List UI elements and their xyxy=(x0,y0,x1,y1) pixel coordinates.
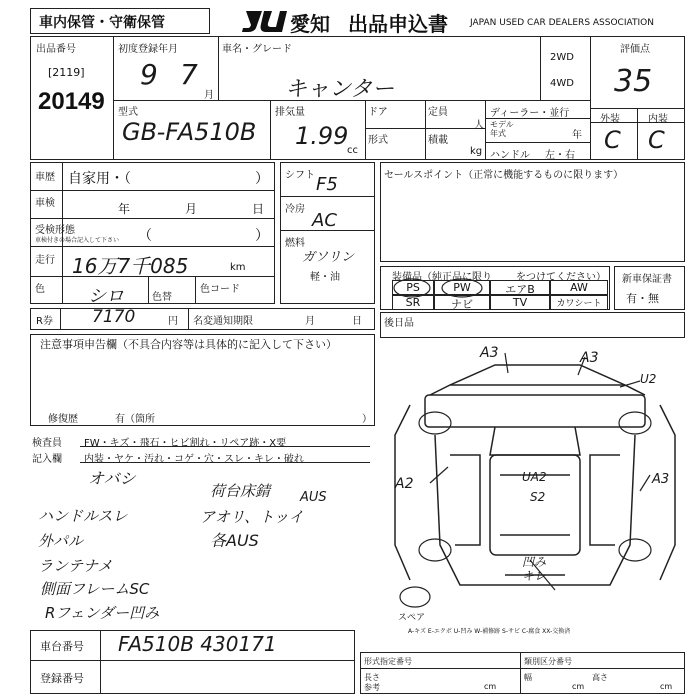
store-badge xyxy=(30,8,210,34)
entry-label: 記入欄 xyxy=(32,454,62,465)
inspection-year: 年 xyxy=(118,202,131,216)
mark-dent-cut: 凹み キレ xyxy=(522,555,547,583)
mark-ua2: UA2 xyxy=(522,470,547,484)
registration-year: 9 xyxy=(140,58,158,91)
inspector-comment-1: オバシ xyxy=(88,469,136,488)
inspector-comment-right-1: 荷台床錆 xyxy=(210,482,271,500)
store-badge-text: 車内保管・守衛保管 xyxy=(39,15,165,31)
model-label: 型式 xyxy=(118,107,138,118)
inspector-comment-right-2: AUS xyxy=(300,490,327,505)
ticket-label: R券 xyxy=(36,316,53,327)
inspection-month: 月 xyxy=(185,202,198,216)
registration-label: 初度登録年月 xyxy=(118,44,178,55)
fuel-options: 軽・油 xyxy=(310,272,340,283)
color-code-label: 色コード xyxy=(200,284,240,295)
repair-label: 修復歴 xyxy=(48,414,78,425)
inspector-label: 検査員 xyxy=(32,438,62,449)
name-change-label: 名変通知期限 xyxy=(193,316,253,327)
equip-tv: TV xyxy=(490,295,550,310)
repair-close: ） xyxy=(362,414,372,425)
shift-label: シフト xyxy=(285,170,315,181)
mileage-unit: km xyxy=(230,262,246,273)
form-paren-close: ） xyxy=(255,228,269,244)
notes-label: 注意事項申告欄（不具合内容等は具体的に記入して下さい） xyxy=(40,338,337,351)
mark-a2: A2 xyxy=(395,476,414,492)
damage-legend: A-キズ E-エクボ U-凹み W-補修跡 S-サビ C-腐食 XX-交換済 xyxy=(408,628,571,635)
org-name: 愛知 xyxy=(290,14,330,36)
equip-ps: PS xyxy=(392,280,434,295)
mark-a3-right: A3 xyxy=(652,472,670,487)
ticket-value: 7170 xyxy=(92,307,136,327)
grade-int-label: 内装 xyxy=(648,114,668,125)
width-label: 幅 xyxy=(524,673,532,682)
listing-sub-number: [2119] xyxy=(48,66,85,79)
chassis-label: 車台番号 xyxy=(40,640,84,653)
equipment-label-tail: をつけてください） xyxy=(516,272,606,283)
inspector-comment-6: Rフェンダー凹み xyxy=(45,604,160,622)
height-label: 高さ xyxy=(592,673,608,682)
type-label: 形式指定番号 xyxy=(364,657,412,666)
load-label: 積載 xyxy=(428,135,448,146)
aftermarket-label: 後日品 xyxy=(384,318,414,329)
inspector-codes-2: 内装・ヤケ・汚れ・コゲ・穴・スレ・キレ・破れ xyxy=(84,454,304,465)
ref-label: 参考 xyxy=(364,683,380,692)
color-change-label: 色替 xyxy=(152,292,172,303)
width-unit: cm xyxy=(572,682,585,691)
ac-label: 冷房 xyxy=(285,204,305,215)
model-year-label: モデル 年式 xyxy=(490,120,514,138)
load-unit: kg xyxy=(470,146,483,157)
door-label: ドア xyxy=(368,107,388,118)
mark-s2: S2 xyxy=(530,490,546,504)
equip-seat: カワシート xyxy=(550,295,608,310)
capacity-unit: 人 xyxy=(474,120,484,131)
color-label: 色 xyxy=(35,284,45,295)
ju-logo xyxy=(240,8,288,34)
equip-pw: PW xyxy=(434,280,490,295)
inspector-comment-4: ランテナメ xyxy=(38,557,113,575)
inspection-label: 車検 xyxy=(35,198,55,209)
grade-label: 評価点 xyxy=(620,44,650,55)
cc-unit: cc xyxy=(347,145,358,156)
form-title: 出品申込書 xyxy=(348,14,448,36)
registration-month-unit: 月 xyxy=(204,90,214,101)
equipment-label: 装備品（純正品に限り xyxy=(392,272,492,283)
sales-point-label: セールスポイント（正常に機能するものに限ります） xyxy=(384,170,624,181)
height-unit: cm xyxy=(660,682,673,691)
displacement-label: 排気量 xyxy=(275,107,305,118)
aftermarket-block xyxy=(380,312,685,338)
inspector-comment-3: 外パル xyxy=(38,532,84,550)
reg-label: 登録番号 xyxy=(40,672,84,685)
spare-label: スペア xyxy=(398,613,426,623)
chassis-value: FA510B 430171 xyxy=(118,632,277,656)
history-label: 車歴 xyxy=(35,172,55,183)
length-label: 長さ xyxy=(364,673,380,682)
handle-label: ハンドル xyxy=(490,150,530,161)
mark-a3-front-left: A3 xyxy=(480,345,499,361)
repair-value: 有（箇所 xyxy=(115,414,155,425)
inspector-comment-right-3: アオリ、トッイ xyxy=(200,508,304,526)
equip-airbag: エアB xyxy=(490,280,550,295)
inspector-comment-2: ハンドルスレ xyxy=(38,507,128,525)
grade-ext: C xyxy=(604,126,621,154)
drive-2wd: 2WD xyxy=(550,52,574,63)
name-change-day: 日 xyxy=(352,316,362,327)
inspector-comment-right-4: 各AUS xyxy=(210,531,259,550)
grade-int: C xyxy=(648,126,665,154)
model-value: GB-FA510B xyxy=(122,118,257,146)
handle-options: 左・右 xyxy=(545,150,575,161)
mileage-label: 走行 xyxy=(35,255,55,266)
warranty-label: 新車保証書 xyxy=(622,274,672,285)
ac-value: AC xyxy=(312,210,337,231)
shift-value: F5 xyxy=(316,174,338,195)
dealer-label: ディーラー・並行 xyxy=(490,108,570,119)
fuel-label: 燃料 xyxy=(285,238,305,249)
inspection-day: 日 xyxy=(252,202,265,216)
registration-month: 7 xyxy=(180,58,198,91)
mark-u2: U2 xyxy=(640,372,657,386)
form-subtitle: JAPAN USED CAR DEALERS ASSOCIATION xyxy=(470,18,654,28)
mileage-value: 16万7千085 xyxy=(72,254,189,278)
fuel-value: ガソリン xyxy=(302,250,355,265)
name-change-month: 月 xyxy=(305,316,315,327)
equip-sr: SR xyxy=(392,295,434,310)
equipment-circles xyxy=(390,276,510,300)
history-value: 自家用・（ xyxy=(68,171,131,187)
form-label: 受検形態 xyxy=(35,225,75,236)
form-paren-open: （ xyxy=(138,228,152,244)
equip-navi: ナビ xyxy=(434,295,490,310)
class-label: 類別区分番号 xyxy=(524,657,572,666)
inspector-codes-1: FW・キズ・飛石・ヒビ割れ・リペア跡・X要 xyxy=(84,438,287,449)
dealer-year-unit: 年 xyxy=(572,130,582,141)
length-unit: cm xyxy=(484,682,497,691)
listing-number-label: 出品番号 xyxy=(36,44,76,55)
warranty-options: 有・無 xyxy=(626,292,659,305)
mark-a3-front-right: A3 xyxy=(580,350,599,366)
car-name: キャンター xyxy=(285,77,395,102)
color-value: シロ xyxy=(88,286,124,307)
car-name-label: 車名・グレード xyxy=(222,44,292,55)
listing-number: 20149 xyxy=(38,88,105,115)
grade-ext-label: 外装 xyxy=(600,114,620,125)
equip-aw: AW xyxy=(550,280,608,295)
shape-label: 形式 xyxy=(368,135,388,146)
form-note: 車検付きの場合記入して下さい xyxy=(35,237,120,244)
history-close: ） xyxy=(255,171,269,187)
ticket-unit: 円 xyxy=(168,316,178,327)
displacement-value: 1.99 xyxy=(295,122,349,150)
capacity-label: 定員 xyxy=(428,107,448,118)
grade-score: 35 xyxy=(614,64,653,99)
inspector-comment-5: 側面フレームSC xyxy=(40,580,150,598)
drive-4wd: 4WD xyxy=(550,78,574,89)
